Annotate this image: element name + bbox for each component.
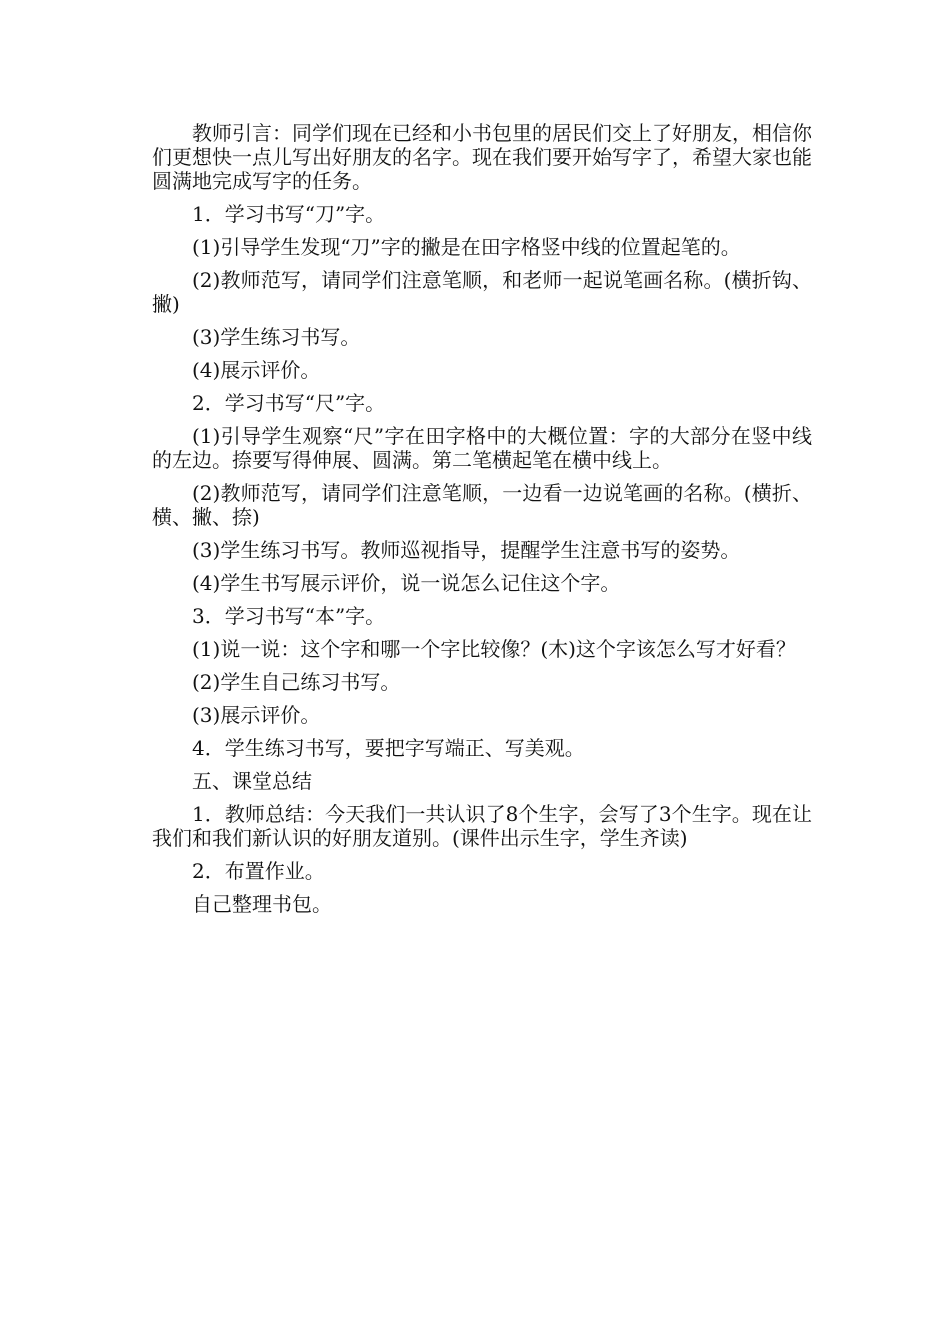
paragraph-item: 自己整理书包。: [192, 892, 332, 916]
paragraph-item: (4)学生书写展示评价，说一说怎么记住这个字。: [192, 571, 621, 595]
paragraph-item: (3)展示评价。: [192, 703, 321, 727]
paragraph-item: (3)学生练习书写。: [192, 325, 361, 349]
paragraph-heading-1: 1．学习书写“刀”字。: [192, 202, 386, 226]
paragraph-intro: 教师引言：同学们现在已经和小书包里的居民们交上了好朋友，相信你们更想快一点儿写出好朋友的名字。现在我们要开始写字了，希望大家也能圆满地完成写字的任务。: [152, 121, 812, 193]
paragraph-heading-2: 2．学习书写“尺”字。: [192, 391, 386, 415]
paragraph-item: (3)学生练习书写。教师巡视指导，提醒学生注意书写的姿势。: [192, 538, 741, 562]
paragraph-item: (1)说一说：这个字和哪一个字比较像？(木)这个字该怎么写才好看？: [192, 637, 796, 661]
paragraph-heading-4: 4．学生练习书写，要把字写端正、写美观。: [192, 736, 585, 760]
paragraph-item: (1)引导学生观察“尺”字在田字格中的大概位置：字的大部分在竖中线的左边。捺要写得伸展、圆满。第二笔横起笔在横中线上。: [152, 424, 812, 472]
paragraph-item: 2．布置作业。: [192, 859, 325, 883]
document-body: [152, 121, 812, 925]
paragraph-item: (1)引导学生发现“刀”字的撇是在田字格竖中线的位置起笔的。: [192, 235, 741, 259]
paragraph-item: (2)教师范写，请同学们注意笔顺，和老师一起说笔画名称。(横折钩、撇): [152, 268, 812, 316]
section-heading-summary: 五、课堂总结: [192, 769, 312, 793]
paragraph-item: (2)学生自己练习书写。: [192, 670, 401, 694]
paragraph-item: 1．教师总结：今天我们一共认识了8个生字，会写了3个生字。现在让我们和我们新认识的好朋友道别。(课件出示生字，学生齐读): [152, 802, 812, 850]
paragraph-heading-3: 3．学习书写“本”字。: [192, 604, 386, 628]
paragraph-item: (4)展示评价。: [192, 358, 321, 382]
paragraph-item: (2)教师范写，请同学们注意笔顺，一边看一边说笔画的名称。(横折、横、撇、捺): [152, 481, 812, 529]
